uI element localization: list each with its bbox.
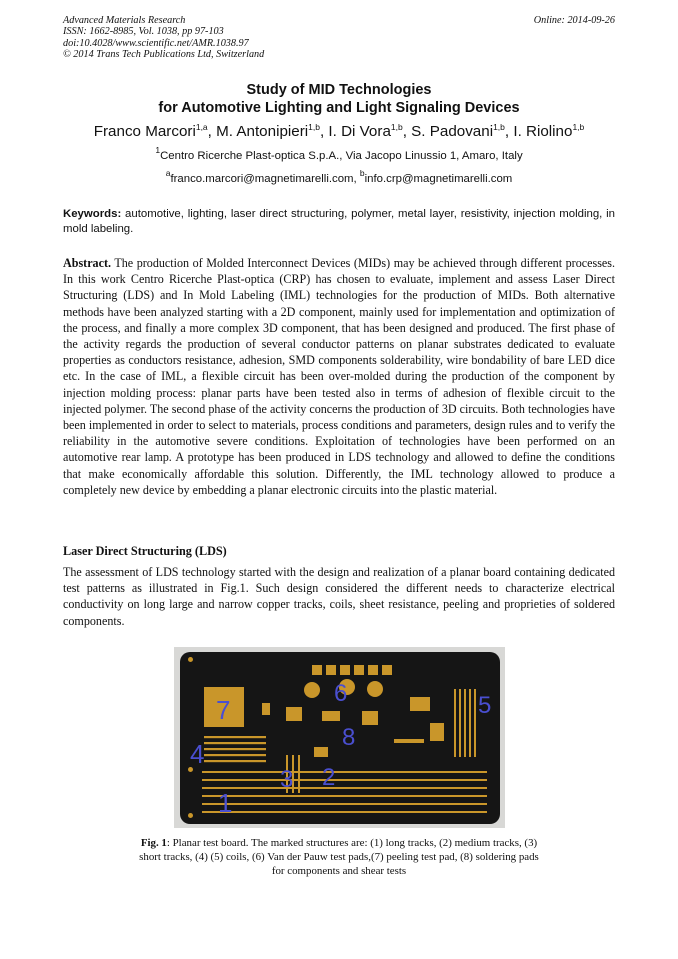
long-track: [202, 803, 487, 805]
author-separator: ,: [402, 123, 412, 140]
vdp-pad: [326, 665, 336, 675]
figure-label: 1: [218, 788, 233, 818]
author: [411, 123, 513, 140]
coil-track: [204, 748, 266, 750]
coil-track: [204, 742, 266, 744]
figure-label: 6: [334, 680, 348, 707]
figure-label: 3: [280, 766, 294, 793]
long-track: [202, 795, 487, 797]
journal-header: [63, 15, 615, 61]
author-separator: ,: [504, 123, 514, 140]
vdp-pad: [312, 665, 322, 675]
mounting-hole: [188, 657, 193, 662]
author: [328, 123, 411, 140]
affiliation-text: Centro Ricerche Plast-optica S.p.A., Via Jacopo Linussio 1, Amaro, Italy: [160, 150, 523, 162]
keywords-label: Keywords:: [63, 208, 122, 220]
title-line-1: Study of MID Technologies: [246, 82, 432, 98]
affiliation-mark: 1: [155, 145, 161, 155]
solder-pad: [410, 697, 430, 711]
author: [94, 123, 216, 140]
email-link-b[interactable]: info.crp@magnetimarelli.com: [364, 173, 513, 185]
board-photo: [174, 647, 505, 828]
author-separator: ,: [207, 123, 217, 140]
email-link-a[interactable]: franco.marcori@magnetimarelli.com: [170, 173, 354, 185]
medium-pad: [314, 747, 328, 757]
solder-pad: [262, 703, 270, 715]
coil-5-track: [464, 689, 466, 757]
figure-label: 5: [478, 692, 492, 719]
author-name: I. Di Vora: [328, 123, 391, 140]
abstract-label: Abstract.: [63, 256, 112, 270]
coil-5-track: [459, 689, 461, 757]
author-affiliation-mark: 1,b: [390, 122, 403, 132]
long-track: [202, 779, 487, 781]
title-line-2: for Automotive Lighting and Light Signaling Devices: [158, 100, 520, 116]
section-paragraph: The assessment of LDS technology started with the design and realization of a planar board containing dedicated test patterns as illustrated in Fig.1. Such design considered the different needs to characterize electrical conductivity on long large and narrow copper tracks, coils, sheet resistance, peeling and proprieties of soldered components.: [63, 565, 615, 628]
email-separator: ,: [353, 173, 360, 185]
author: [513, 123, 584, 140]
figure-label: 8: [342, 724, 356, 751]
solder-pad: [394, 739, 424, 743]
abstract: [63, 255, 615, 498]
coil-5-track: [474, 689, 476, 757]
figure-planar-test-board: [174, 647, 505, 828]
long-track: [202, 787, 487, 789]
vdp-pad: [368, 665, 378, 675]
author-name: Franco Marcori: [93, 123, 196, 140]
vdp-pad: [354, 665, 364, 675]
caption-text: : Planar test board. The marked structures are: (1) long tracks, (2) medium tracks, (3) short tracks, (4) (5) coils, (6) Van der Pauw test pads,(7) peeling test pad, (8) soldering pads for components and shear tests: [139, 837, 539, 878]
keywords: [63, 207, 615, 236]
coil-track: [204, 754, 266, 756]
author-separator: ,: [319, 123, 329, 140]
vdp-pad: [382, 665, 392, 675]
author-affiliation-mark: 1,b: [572, 122, 585, 132]
keywords-text: automotive, lighting, laser direct structuring, polymer, metal layer, resistivity, injection molding, in mold labeling.: [63, 208, 615, 235]
paper-title: [63, 81, 615, 117]
long-track: [202, 771, 487, 773]
mounting-hole: [188, 813, 193, 818]
author-affiliation-mark: 1,b: [308, 122, 320, 132]
issn-line: ISSN: 1662-8985, Vol. 1038, pp 97-103: [63, 26, 224, 38]
email-mark-a: a: [165, 168, 171, 178]
email-mark-b: b: [359, 168, 365, 178]
online-date: Online: 2014-09-26: [533, 15, 615, 26]
copyright-line: © 2014 Trans Tech Publications Ltd, Switzerland: [63, 49, 265, 61]
author-name: S. Padovani: [411, 123, 494, 140]
long-track: [202, 811, 487, 813]
coil-5-track: [469, 689, 471, 757]
author-affiliation-mark: 1,a: [195, 122, 208, 132]
figure-caption: [134, 836, 544, 879]
coil-track: [204, 760, 266, 762]
figure-label: 4: [190, 739, 205, 769]
solder-pad: [362, 711, 378, 725]
figure-label: 7: [216, 695, 231, 725]
journal-name: Advanced Materials Research: [63, 15, 186, 26]
doi-line: doi:10.4028/www.scientific.net/AMR.1038.97: [63, 37, 249, 49]
vdp-disc: [367, 681, 383, 697]
author-list: [40, 123, 638, 141]
vdp-pad: [340, 665, 350, 675]
vdp-disc: [304, 682, 320, 698]
solder-pad: [322, 711, 340, 721]
solder-pad: [430, 723, 444, 741]
coil-5-track: [454, 689, 456, 757]
solder-pad: [286, 707, 302, 721]
figure-label: 2: [322, 764, 336, 791]
author-affiliation-mark: 1,b: [493, 122, 505, 132]
author-emails: [63, 168, 615, 186]
abstract-text: The production of Molded Interconnect Devices (MIDs) may be achieved through different processes. In this work Centro Ricerche Plast-optica (CRP) has chosen to evaluate, implement and assess Laser Direct Structuring (LDS) and In Mold Labeling (IML) technologies for the production of MIDs. Both alternative methods have been analyzed starting with a 2D component, mainly used for implementation and optimization of the process, and finally a more complex 3D component, that has been designed and produced. The first phase of the activity regards the production of several conductor patterns on planar substrates dedicated to evaluate properties as conductors resistance, adhesion, SMD components solderability, wire bondability of bare LED dice etc. In the case of IML, a flexible circuit has been over-molded during the production of the component by injection molding process: planar parts have been tested also in terms of adhesion of flexible circuit to the injected polymer. The second phase of the activity concerns the production of 3D circuits. Both technologies have been implemented in order to select to materials, process conditions and parameters, design rules and to verify the reliability in the automotive severe conditions. Exploitation of technologies have been performed on an automotive rear lamp. A prototype has been produced in LDS technology and allowed to define the conditions that make economically affordable this solution. Differently, the IML technology allowed to produce a completely new device by embedding a planar electronic circuits into the plastic material.: [63, 256, 615, 497]
author-name: M. Antonipieri: [216, 123, 309, 140]
short-track: [298, 755, 300, 793]
coil-track: [204, 736, 266, 738]
author-name: I. Riolino: [513, 123, 573, 140]
caption-label: Fig. 1: [140, 837, 167, 849]
author: [216, 123, 328, 140]
affiliation: [63, 145, 615, 163]
section-heading: Laser Direct Structuring (LDS): [63, 544, 227, 558]
